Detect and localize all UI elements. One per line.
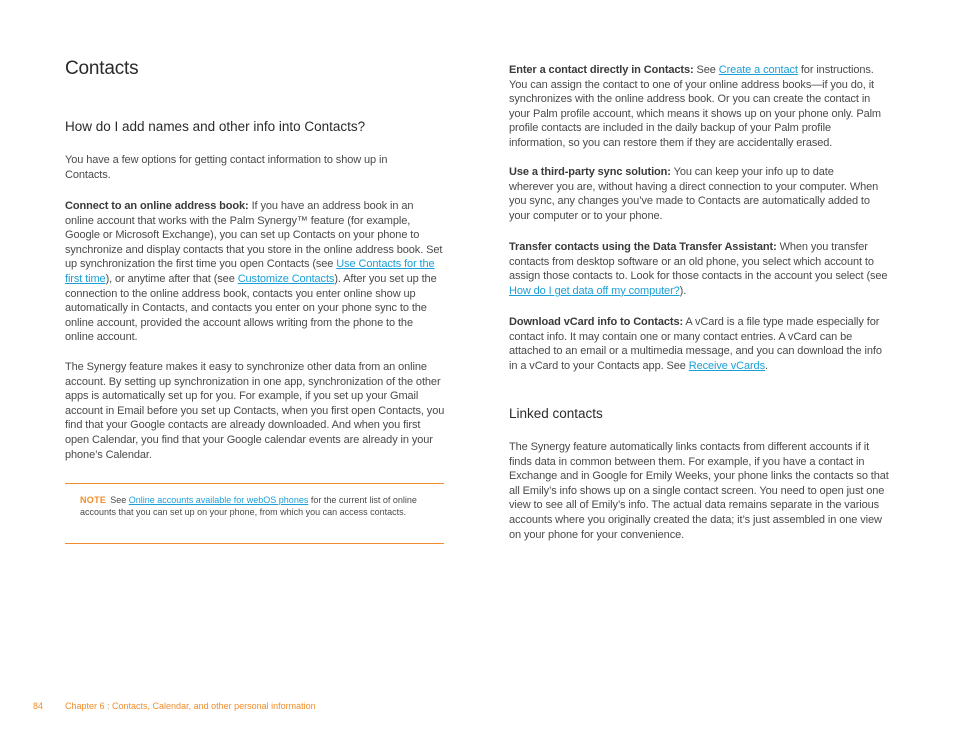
paragraph-text: ). <box>679 284 687 297</box>
paragraph-text: ). After you set up the connection to the online address book, contacts you enter online show up automatically in Contacts, and contacts you enter on your phone sync to the online account, provided the account allows writing from the phone to the online account. <box>65 272 437 344</box>
third-party-sync-lead: Use a third-party sync solution: <box>509 166 671 178</box>
chapter-footer: Chapter 6 : Contacts, Calendar, and other personal information <box>65 701 316 711</box>
paragraph-text: for instructions. You can assign the contact to one of your online address books—if you do, it synchronizes with the online address book. Or you can create the contact in your Palm profile account, which means it shows up on your phone only. Palm profile contacts are included in the daily backup of your Palm profile information, so you can restore them if they are accidentally erased. <box>509 64 881 149</box>
note-text <box>80 494 425 519</box>
section-heading-add-info: How do I add names and other info into Contacts? <box>65 119 366 134</box>
synergy-paragraph: The Synergy feature makes it easy to synchronize other data from an online account. By setting up synchronization in one app, synchronization of the other apps is automatically set up for you. For example, if you set up your Gmail account in Email before you set up Contacts, when you first open Contacts, you find that your Google contacts are already downloaded. And when you first open Calendar, you find that your Google calendar events are already in your phone’s Calendar. <box>65 361 445 461</box>
paragraph-text: A vCard is a file type made especially for contact info. It may contain one or many contact entries. A vCard can be attached to an email or a multimedia message, and you can download the info in a vCard to your Contacts app. See <box>509 316 882 372</box>
get-data-off-computer-link[interactable]: How do I get data off my computer? <box>509 284 680 297</box>
customize-contacts-link[interactable]: Customize Contacts <box>237 272 335 285</box>
vcard-paragraph <box>509 315 889 373</box>
enter-directly-lead: Enter a contact directly in Contacts: <box>509 64 694 76</box>
page-title: Contacts <box>65 58 139 79</box>
paragraph-text: You can keep your info up to date wherever you are, without having a direct connection to your computer. When you sync, any changes you’ve made to Contacts are automatically added to your computer or to your phone. <box>509 166 879 222</box>
note-body: See <box>110 495 129 505</box>
note-label: NOTE <box>80 495 107 505</box>
section-heading-linked-contacts: Linked contacts <box>509 406 603 421</box>
online-accounts-link[interactable]: Online accounts available for webOS phones <box>128 495 309 505</box>
note-body: for the current list of online accounts that you can set up on your phone, from which you can access contacts. <box>80 495 417 518</box>
use-contacts-first-time-link[interactable]: Use Contacts for the first time <box>65 258 435 285</box>
enter-directly-paragraph <box>509 63 889 151</box>
page-number: 84 <box>33 701 44 711</box>
vcard-lead: Download vCard info to Contacts: <box>509 316 684 328</box>
transfer-paragraph <box>509 240 889 298</box>
receive-vcards-link[interactable]: Receive vCards <box>688 359 765 372</box>
third-party-sync-paragraph <box>509 165 881 223</box>
transfer-lead: Transfer contacts using the Data Transfer Assistant: <box>509 241 777 253</box>
paragraph-text: ), or anytime after that (see <box>105 272 238 285</box>
online-address-book-paragraph <box>65 199 443 345</box>
create-contact-link[interactable]: Create a contact <box>718 64 798 76</box>
intro-paragraph: You have a few options for getting contact information to show up in Contacts. <box>65 154 388 181</box>
paragraph-text: . <box>764 359 768 372</box>
linked-contacts-paragraph: The Synergy feature automatically links contacts from different accounts if it finds data in common between them. For example, if you have a contact in Exchange and in Google for Emily Weeks, your phone links the contacts so that all Emily’s info shows up on a single contact screen. You need to open just one view to see all of Emily’s info. The actual data remains separate in the various accounts where you originally created the data; it’s just assembled in one view on your phone for your convenience. <box>509 441 889 541</box>
paragraph-text: If you have an address book in an online account that works with the Palm Synergy™ feature (for example, Google or Microsoft Exchange), you can set up Contacts on your phone to synchronize and display contacts that you store in the online address book. Set up synchronization the first time you open Contacts (see <box>65 200 443 271</box>
online-address-book-lead: Connect to an online address book: <box>65 200 249 212</box>
paragraph-text: See <box>693 64 719 76</box>
paragraph-text: When you transfer contacts from desktop software or an old phone, you select which account to assign those contacts to. Look for those contacts in the account you select (see <box>509 241 888 283</box>
